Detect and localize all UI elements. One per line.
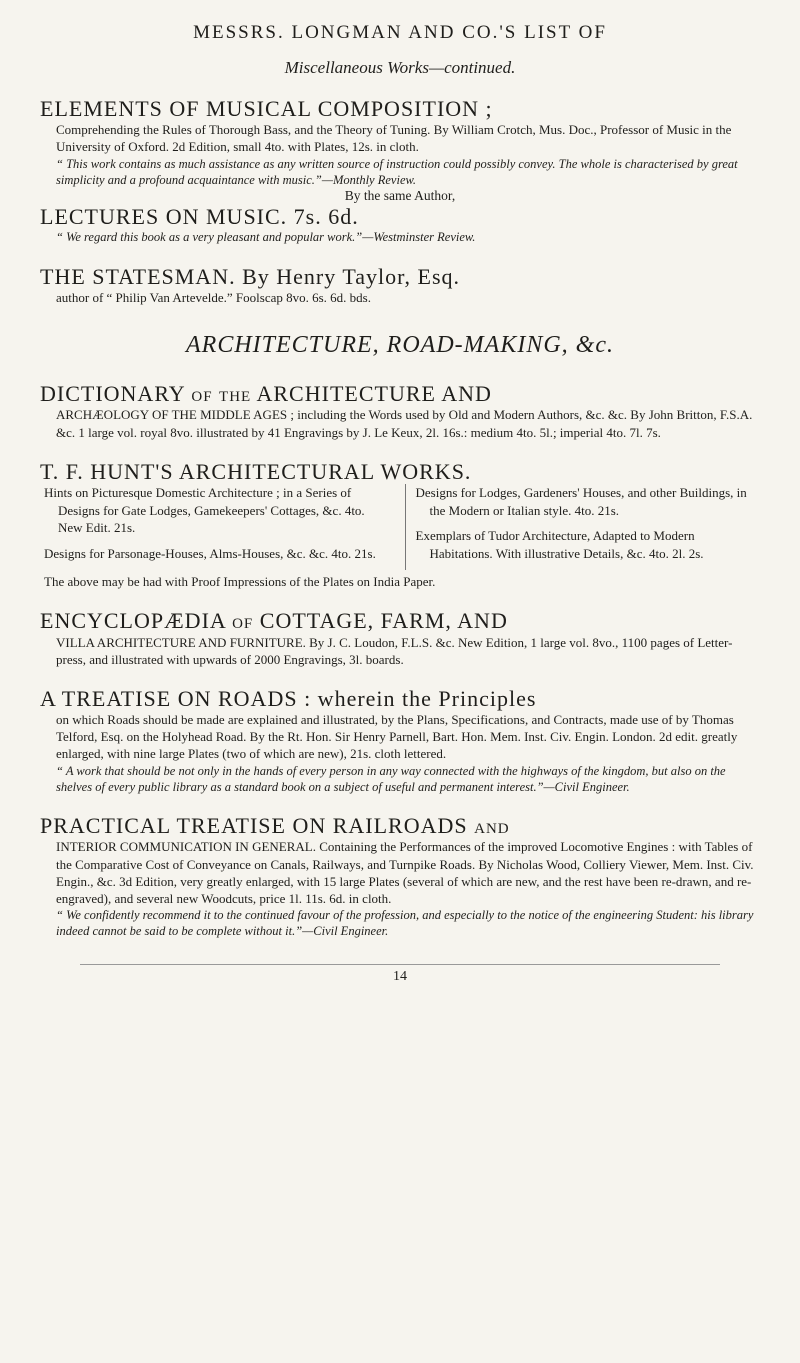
entry-title-part: ENCYCLOPÆDIA bbox=[40, 608, 226, 634]
entry-title: THE STATESMAN. By Henry Taylor, Esq. bbox=[40, 263, 461, 289]
entry-body: on which Roads should be made are explained and illustrated, by the Plans, Specifications, and Contracts, made use of by Thomas Telford, Esq. on the Holyhead Road. By the Rt. Hon. Sir Henry Parnell, Bart. Hon. Mem. Inst. Civ. Engin. London. 2d edit. greatly enlarged, with nine large Plates (two of which are new), 21s. cloth lettered. bbox=[56, 712, 738, 762]
entry-title-part: ARCHITECTURE AND bbox=[256, 381, 492, 407]
entry-hunt-works bbox=[40, 459, 760, 590]
entry-statesman bbox=[40, 264, 760, 306]
entry-musical-composition bbox=[40, 96, 760, 246]
left-column bbox=[44, 484, 389, 570]
list-item: Designs for Parsonage-Houses, Alms-Houses, &c. &c. 4to. 21s. bbox=[44, 545, 376, 561]
entry-body: INTERIOR COMMUNICATION IN GENERAL. Containing the Performances of the improved Locomotive Engines : with Tables of the Comparative Cost of Conveyance on Canals, Railways, and Turnpike Roads. By Nicholas Wood, Colliery Viewer, Mem. Inst. Civ. Engin., &c. 3d Edition, very greatly enlarged, with 15 large Plates (several of which are new, and the rest have been re-drawn, and re-engraved), and several new Woodcuts, price 1l. 11s. 6d. in cloth. bbox=[56, 839, 754, 906]
right-column bbox=[405, 484, 761, 570]
entry-quote-lectures: “ We regard this book as a very pleasant and popular work.”—Westminster Review. bbox=[56, 230, 476, 245]
proof-note: The above may be had with Proof Impressions of the Plates on India Paper. bbox=[44, 574, 436, 590]
entry-body: ARCHÆOLOGY OF THE MIDDLE AGES ; including the Words used by Old and Modern Authors, &c. &c. By John Britton, F.S.A. &c. 1 large vol. royal 8vo. illustrated by 41 Engravings by J. Le Keux, 2l. 16s.: medium 4to. 5l.; imperial 4to. 7l. 7s. bbox=[56, 407, 753, 440]
entry-treatise-roads bbox=[40, 686, 760, 795]
entry-title-connector: of bbox=[232, 608, 254, 634]
page-number: 14 bbox=[80, 964, 720, 985]
page bbox=[40, 14, 760, 985]
entry-quote: “ This work contains as much assistance as any written source of instruction could possibly convey. The whole is characterised by great simplicity and a profound acquaintance with music.”—Monthly Review. bbox=[56, 156, 738, 187]
entry-railroads bbox=[40, 813, 760, 939]
list-item: Designs for Lodges, Gardeners' Houses, and other Buildings, in the Modern or Italian style. 4to. 21s. bbox=[415, 485, 747, 518]
entry-body: author of “ Philip Van Artevelde.” Foolscap 8vo. 6s. 6d. bds. bbox=[56, 289, 371, 305]
entry-title-connector: of the bbox=[191, 381, 252, 407]
entry-title bbox=[40, 813, 760, 838]
entry-title: T. F. HUNT'S ARCHITECTURAL WORKS. bbox=[40, 458, 472, 484]
entry-body: Comprehending the Rules of Thorough Bass, and the Theory of Tuning. By William Crotch, Mus. Doc., Professor of Music in the University of Oxford. 2d Edition, small 4to. with Plates, 12s. in cloth. bbox=[56, 122, 732, 155]
two-column-list bbox=[40, 484, 760, 570]
section-title-architecture: ARCHITECTURE, ROAD-MAKING, &c. bbox=[186, 332, 614, 359]
entry-title-lectures: LECTURES ON MUSIC. 7s. 6d. bbox=[40, 204, 359, 230]
entry-title bbox=[40, 608, 760, 633]
entry-body: VILLA ARCHITECTURE AND FURNITURE. By J. C. Loudon, F.L.S. &c. New Edition, 1 large vol. 8vo., 1100 pages of Letter-press, and illustrated with upwards of 2000 Engravings, 3l. boards. bbox=[56, 634, 733, 667]
entry-title-connector: and bbox=[474, 813, 510, 839]
entry-title-part: DICTIONARY bbox=[40, 381, 185, 407]
section-title-miscellaneous: Miscellaneous Works—continued. bbox=[284, 58, 516, 77]
list-item: Exemplars of Tudor Architecture, Adapted to Modern Habitations. With illustrative Details, &c. 4to. 2l. 2s. bbox=[415, 528, 704, 561]
entry-quote: “ We confidently recommend it to the continued favour of the profession, and especially to the notice of the engineering Student: his library indeed cannot be said to be complete without it.”—Civil Engineer. bbox=[56, 908, 754, 939]
entry-dictionary bbox=[40, 381, 760, 441]
entry-title-part: PRACTICAL TREATISE ON RAILROADS bbox=[40, 813, 468, 839]
entry-title-part: COTTAGE, FARM, AND bbox=[259, 608, 508, 634]
entry-title bbox=[40, 381, 760, 406]
entry-title: ELEMENTS OF MUSICAL COMPOSITION ; bbox=[40, 96, 493, 121]
running-head: MESSRS. LONGMAN AND CO.'S LIST OF bbox=[193, 22, 607, 43]
entry-title: A TREATISE ON ROADS : wherein the Principles bbox=[40, 685, 537, 711]
entry-encyclopaedia bbox=[40, 608, 760, 668]
same-author-note: By the same Author, bbox=[344, 188, 456, 204]
list-item: Hints on Picturesque Domestic Architecture ; in a Series of Designs for Gate Lodges, Gamekeepers' Cottages, &c. 4to. New Edit. 21s. bbox=[44, 485, 365, 536]
entry-quote: “ A work that should be not only in the hands of every person in any way connected with the highways of the kingdom, but also on the shelves of every public library as a standard book on a subject of useful and permanent interest.”—Civil Engineer. bbox=[56, 763, 726, 794]
